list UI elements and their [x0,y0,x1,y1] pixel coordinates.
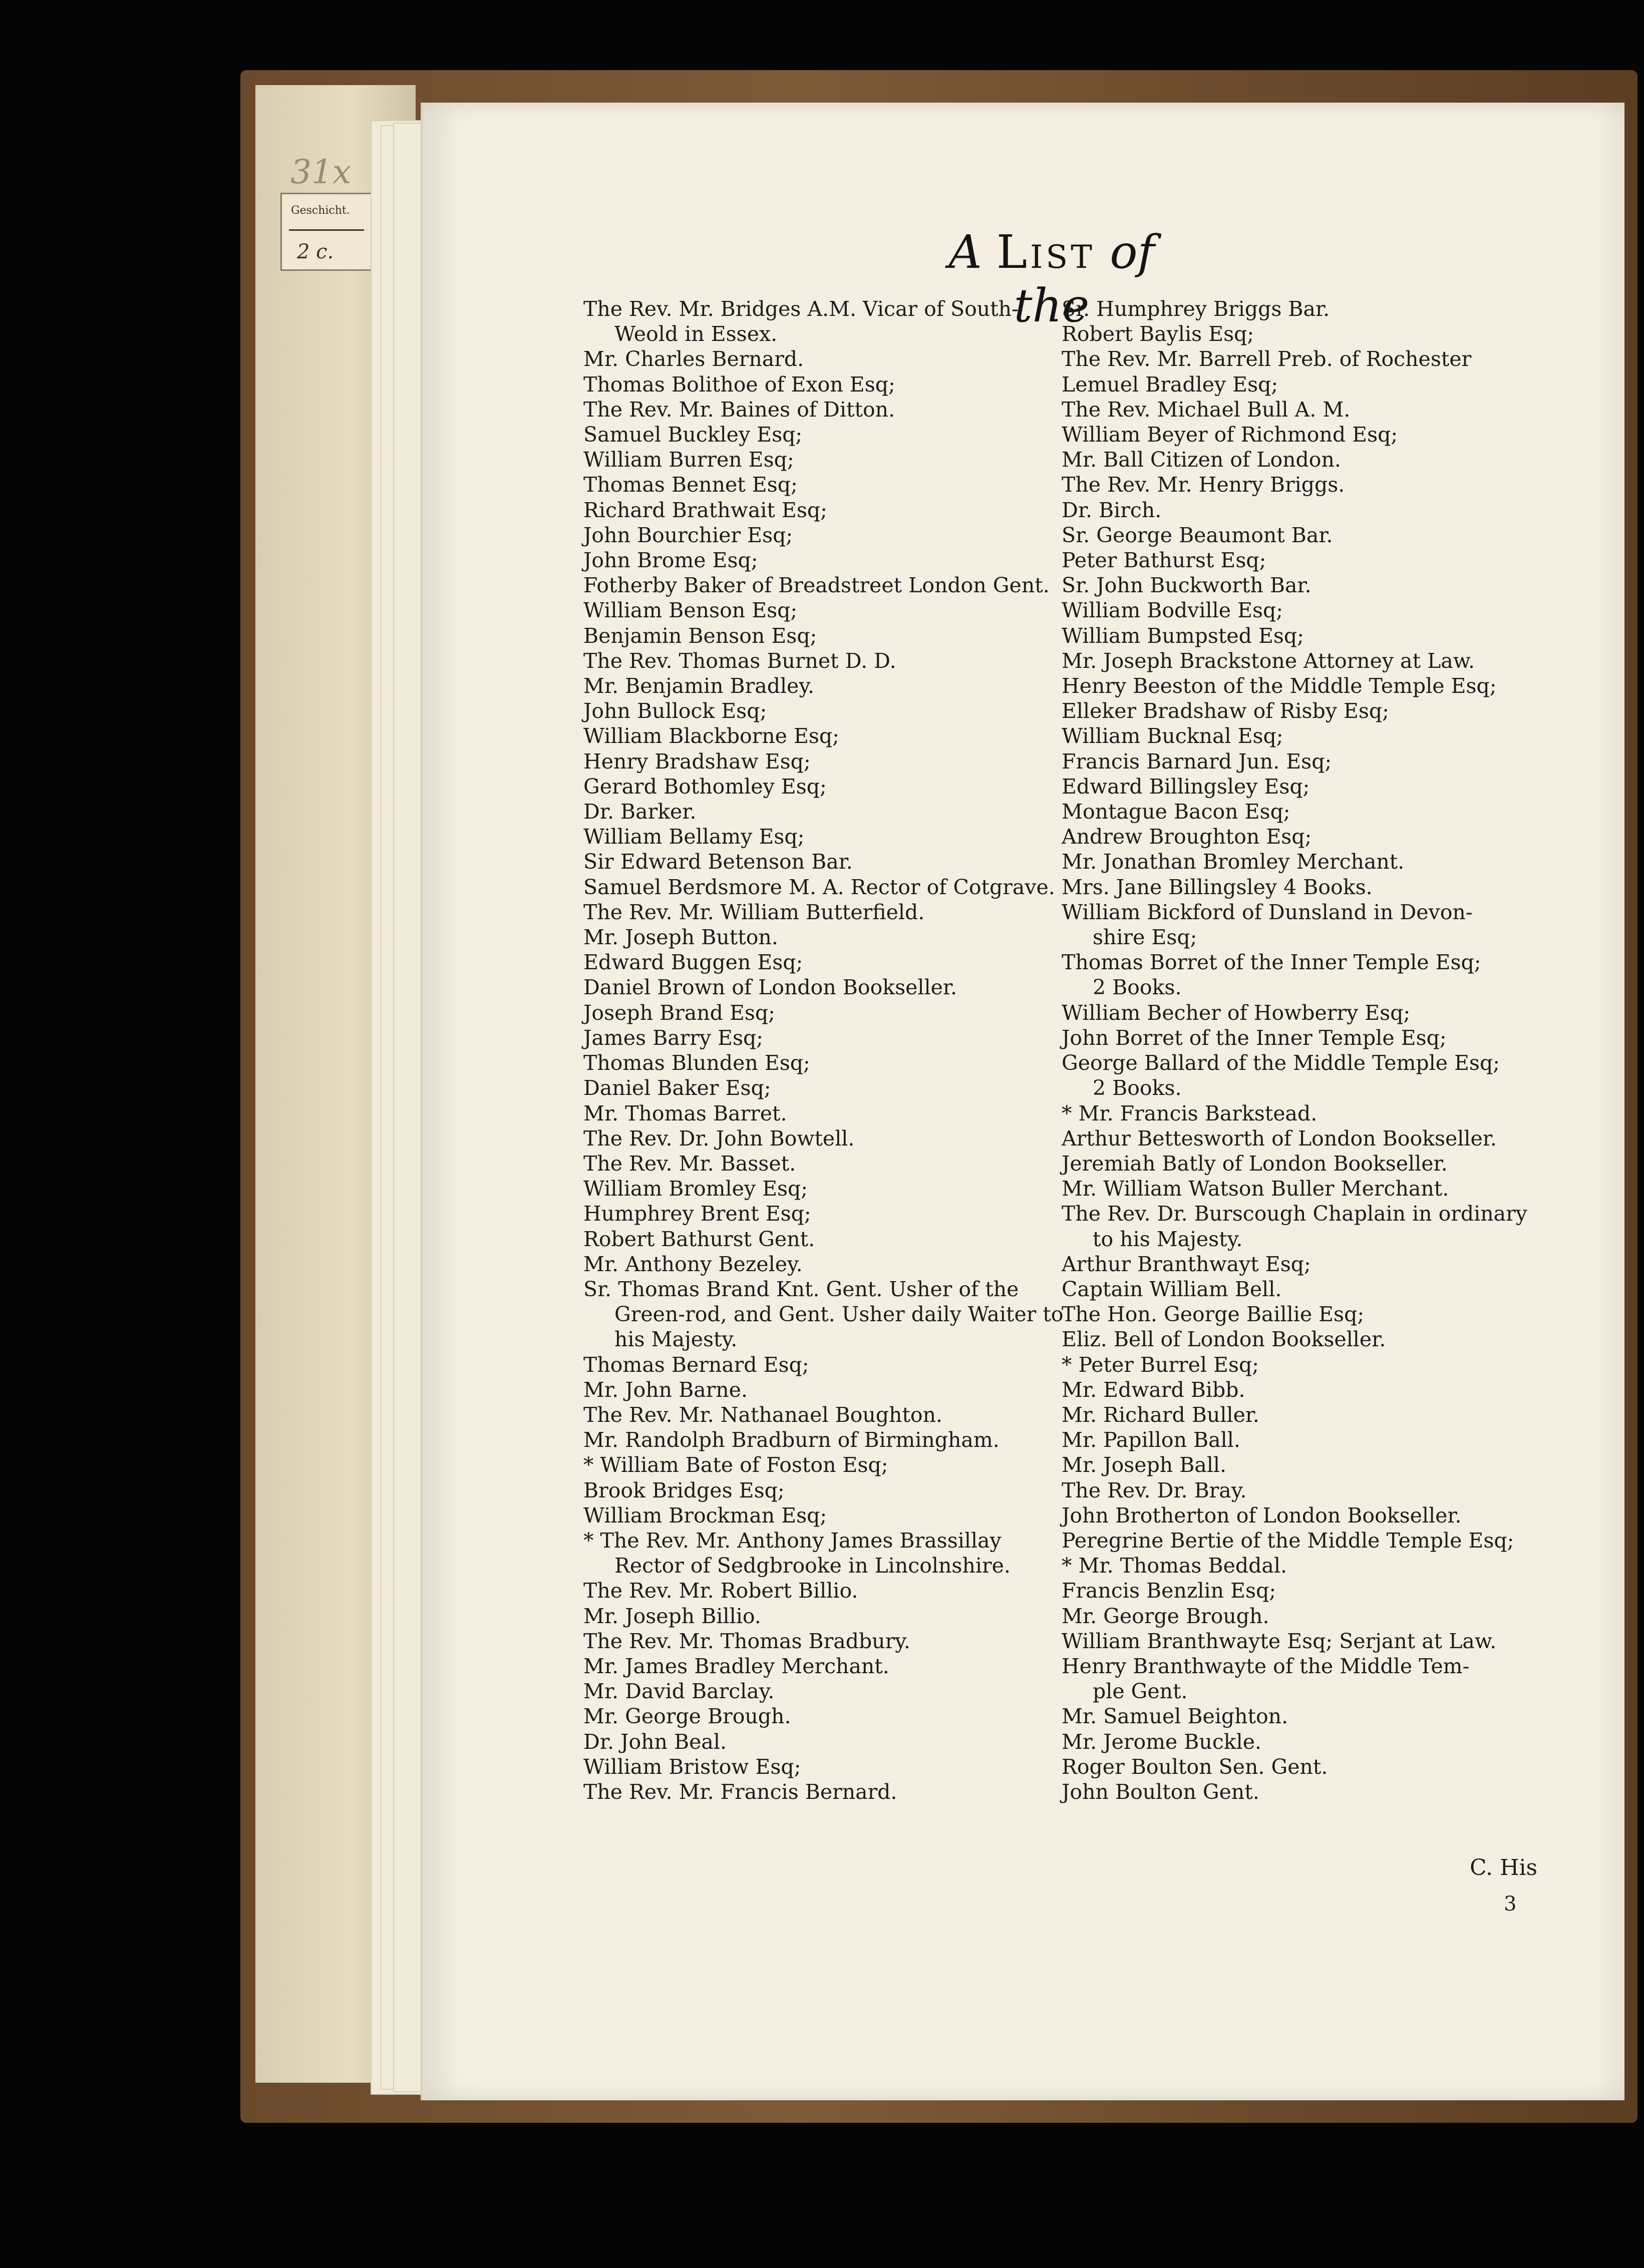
subscriber-entry: William Benson Esq; [583,598,798,623]
subscriber-entry: Andrew Broughton Esq; [1062,825,1312,849]
subscriber-entry: Gerard Bothomley Esq; [583,774,827,799]
subscriber-entry: Mr. Jonathan Bromley Merchant. [1062,850,1405,874]
subscriber-entry: The Hon. George Baillie Esq; [1062,1302,1365,1327]
subscriber-entry: The Rev. Michael Bull A. M. [1062,397,1351,422]
subscriber-entry: Thomas Bennet Esq; [583,473,798,497]
subscriber-entry: The Rev. Mr. Basset. [583,1151,796,1176]
subscriber-entry: Sr. Humphrey Briggs Bar. [1062,297,1330,321]
shelf-label [280,193,374,271]
subscriber-entry: The Rev. Dr. John Bowtell. [583,1126,855,1151]
subscriber-entry: Mr. James Bradley Merchant. [583,1654,889,1678]
subscriber-entry: Henry Bradshaw Esq; [583,749,811,774]
subscriber-entry: Mr. Edward Bibb. [1062,1377,1245,1402]
subscriber-entry: The Rev. Mr. Bridges A.M. Vicar of South- [583,297,1019,321]
subscriber-entry: * Mr. Thomas Beddal. [1062,1554,1287,1578]
subscriber-entry: Mr. George Brough. [583,1704,791,1729]
subscriber-entry: 2 Books. [1093,975,1182,1000]
subscriber-entry: The Rev. Mr. Barrell Preb. of Rochester [1062,347,1472,371]
subscriber-entry: John Bourchier Esq; [583,523,793,547]
subscriber-entry: The Rev. Dr. Bray. [1062,1478,1247,1502]
subscriber-entry: Mr. Joseph Button. [583,925,778,950]
title-tail: of the [1014,225,1155,332]
subscriber-entry: John Bullock Esq; [583,699,767,723]
subscriber-entry: Roger Boulton Sen. Gent. [1062,1754,1328,1779]
catchword: C. His [1470,1855,1538,1880]
subscriber-entry: Peter Bathurst Esq; [1062,548,1266,573]
subscriber-entry: * Peter Burrel Esq; [1062,1352,1259,1377]
subscriber-entry: William Becher of Howberry Esq; [1062,1000,1411,1025]
subscriber-entry: William Bucknal Esq; [1062,724,1283,748]
subscriber-entry: The Rev. Thomas Burnet D. D. [583,648,896,673]
subscriber-entry: Mr. Randolph Bradburn of Birmingham. [583,1428,1000,1452]
subscriber-entry: to his Majesty. [1093,1227,1243,1251]
title-article: A [948,225,982,279]
subscriber-entry: Robert Bathurst Gent. [583,1227,815,1251]
subscriber-entry: Mr. John Barne. [583,1377,748,1402]
subscriber-entry: Edward Buggen Esq; [583,950,803,975]
subscriber-entry: Thomas Bolithoe of Exon Esq; [583,372,895,397]
subscriber-entry: Mr. Joseph Brackstone Attorney at Law. [1062,648,1475,673]
subscriber-entry: 2 Books. [1093,1076,1182,1100]
subscriber-entry: Weold in Essex. [614,322,778,346]
subscriber-entry: Mr. Anthony Bezeley. [583,1252,803,1276]
subscriber-entry: George Ballard of the Middle Temple Esq; [1062,1051,1500,1075]
subscriber-entry: Arthur Bettesworth of London Bookseller. [1062,1126,1497,1151]
subscriber-entry: Mr. Richard Buller. [1062,1402,1259,1427]
subscriber-entry: Captain William Bell. [1062,1277,1282,1301]
subscriber-entry: Richard Brathwait Esq; [583,498,827,522]
subscriber-entry: Humphrey Brent Esq; [583,1202,811,1226]
shelf-label-code: 2 c. [297,240,334,263]
subscriber-entry: Mr. Samuel Beighton. [1062,1704,1288,1729]
subscriber-entry: Benjamin Benson Esq; [583,623,817,648]
subscriber-entry: Mr. Benjamin Bradley. [583,674,815,698]
subscriber-entry: William Bristow Esq; [583,1754,801,1779]
subscriber-entry: Thomas Borret of the Inner Temple Esq; [1062,950,1481,975]
subscriber-entry: Sir Edward Betenson Bar. [583,850,853,874]
subscriber-entry: Samuel Buckley Esq; [583,423,803,447]
subscriber-entry: John Boulton Gent. [1062,1779,1259,1804]
subscriber-entry: shire Esq; [1093,925,1197,950]
subscriber-entry: Mr. Ball Citizen of London. [1062,448,1341,472]
subscriber-entry: William Bumpsted Esq; [1062,623,1304,648]
subscriber-entry: Mr. Charles Bernard. [583,347,804,371]
subscriber-entry: Mr. George Brough. [1062,1604,1269,1628]
subscriber-entry: Daniel Brown of London Bookseller. [583,975,957,1000]
subscriber-entry: Thomas Bernard Esq; [583,1352,809,1377]
subscriber-entry: Mr. David Barclay. [583,1679,775,1704]
right-column [1062,296,1542,1804]
subscriber-entry: The Rev. Mr. William Butterfield. [583,900,925,924]
subscriber-entry: * Mr. Francis Barkstead. [1062,1101,1318,1125]
subscriber-entry: The Rev. Mr. Baines of Ditton. [583,397,895,422]
subscriber-entry: Lemuel Bradley Esq; [1062,372,1278,397]
subscriber-entry: Peregrine Bertie of the Middle Temple Esq; [1062,1528,1514,1553]
subscriber-entry: Mr. Joseph Billio. [583,1604,761,1628]
subscriber-entry: Elleker Bradshaw of Risby Esq; [1062,699,1389,723]
subscriber-entry: William Branthwayte Esq; Serjant at Law. [1062,1629,1497,1653]
subscriber-entry: Dr. Barker. [583,800,697,824]
subscriber-entry: Edward Billingsley Esq; [1062,774,1310,799]
shelf-label-heading: Geschicht. [291,204,350,217]
subscriber-entry: William Bellamy Esq; [583,825,805,849]
subscriber-entry: Brook Bridges Esq; [583,1478,785,1502]
subscriber-entry: The Rev. Mr. Robert Billio. [583,1579,858,1603]
subscriber-entry: Mr. Jerome Buckle. [1062,1729,1262,1754]
subscriber-entry: Eliz. Bell of London Bookseller. [1062,1327,1386,1352]
subscriber-entry: The Rev. Mr. Henry Briggs. [1062,473,1345,497]
subscriber-entry: Francis Benzlin Esq; [1062,1579,1276,1603]
subscriber-entry: Francis Barnard Jun. Esq; [1062,749,1332,774]
subscriber-entry: Sr. George Beaumont Bar. [1062,523,1333,547]
subscriber-entry: Montague Bacon Esq; [1062,800,1290,824]
subscriber-entry: Dr. Birch. [1062,498,1162,522]
subscriber-entry: The Rev. Mr. Francis Bernard. [583,1779,897,1804]
left-column [583,296,1064,1804]
subscriber-entry: The Rev. Mr. Nathanael Boughton. [583,1402,943,1427]
subscriber-entry: William Beyer of Richmond Esq; [1062,423,1398,447]
subscriber-entry: Thomas Blunden Esq; [583,1051,810,1075]
subscriber-entry: James Barry Esq; [583,1025,764,1050]
shelf-label-rule [289,229,364,231]
subscriber-entry: Mrs. Jane Billingsley 4 Books. [1062,875,1373,899]
subscriber-entry: Henry Beeston of the Middle Temple Esq; [1062,674,1497,698]
subscriber-entry: John Brome Esq; [583,548,758,573]
subscriber-entry: John Borret of the Inner Temple Esq; [1062,1025,1447,1050]
subscriber-entry: Green-rod, and Gent. Usher daily Waiter to [614,1302,1064,1327]
page-number: 3 [1504,1893,1517,1916]
subscriber-entry: * The Rev. Mr. Anthony James Brassillay [583,1528,1002,1553]
subscriber-entry: Dr. John Beal. [583,1729,727,1754]
subscriber-entry: William Brockman Esq; [583,1503,827,1528]
subscriber-entry: Sr. John Buckworth Bar. [1062,573,1311,598]
subscriber-entry: ple Gent. [1093,1679,1188,1704]
subscriber-entry: Daniel Baker Esq; [583,1076,771,1100]
subscriber-entry: Fotherby Baker of Breadstreet London Gent. [583,573,1050,598]
subscriber-entry: Rector of Sedgbrooke in Lincolnshire. [614,1554,1011,1578]
subscriber-entry: William Bickford of Dunsland in Devon- [1062,900,1473,924]
subscriber-entry: Sr. Thomas Brand Knt. Gent. Usher of the [583,1277,1019,1301]
pencil-mark: 31x [290,153,352,191]
subscriber-entry: Henry Branthwayte of the Middle Tem- [1062,1654,1470,1678]
subscriber-entry: Mr. Joseph Ball. [1062,1453,1227,1477]
subscriber-entry: Joseph Brand Esq; [583,1000,775,1025]
subscriber-entry: Jeremiah Batly of London Bookseller. [1062,1151,1448,1176]
subscriber-entry: William Bromley Esq; [583,1177,808,1201]
title-word: List [997,225,1095,279]
subscriber-entry: John Brotherton of London Bookseller. [1062,1503,1462,1528]
subscriber-entry: * William Bate of Foston Esq; [583,1453,888,1477]
subscriber-entry: Samuel Berdsmore M. A. Rector of Cotgrave. [583,875,1055,899]
subscriber-entry: The Rev. Mr. Thomas Bradbury. [583,1629,910,1653]
subscriber-entry: William Blackborne Esq; [583,724,839,748]
subscriber-entry: Mr. Papillon Ball. [1062,1428,1240,1452]
subscriber-entry: Robert Baylis Esq; [1062,322,1254,346]
subscriber-entry: his Majesty. [614,1327,738,1352]
subscriber-entry: Mr. Thomas Barret. [583,1101,787,1125]
subscriber-entry: The Rev. Dr. Burscough Chaplain in ordinary [1062,1202,1527,1226]
subscriber-entry: Arthur Branthwayt Esq; [1062,1252,1311,1276]
subscriber-entry: William Burren Esq; [583,448,794,472]
subscriber-entry: Mr. William Watson Buller Merchant. [1062,1177,1449,1201]
subscriber-entry: William Bodville Esq; [1062,598,1283,623]
